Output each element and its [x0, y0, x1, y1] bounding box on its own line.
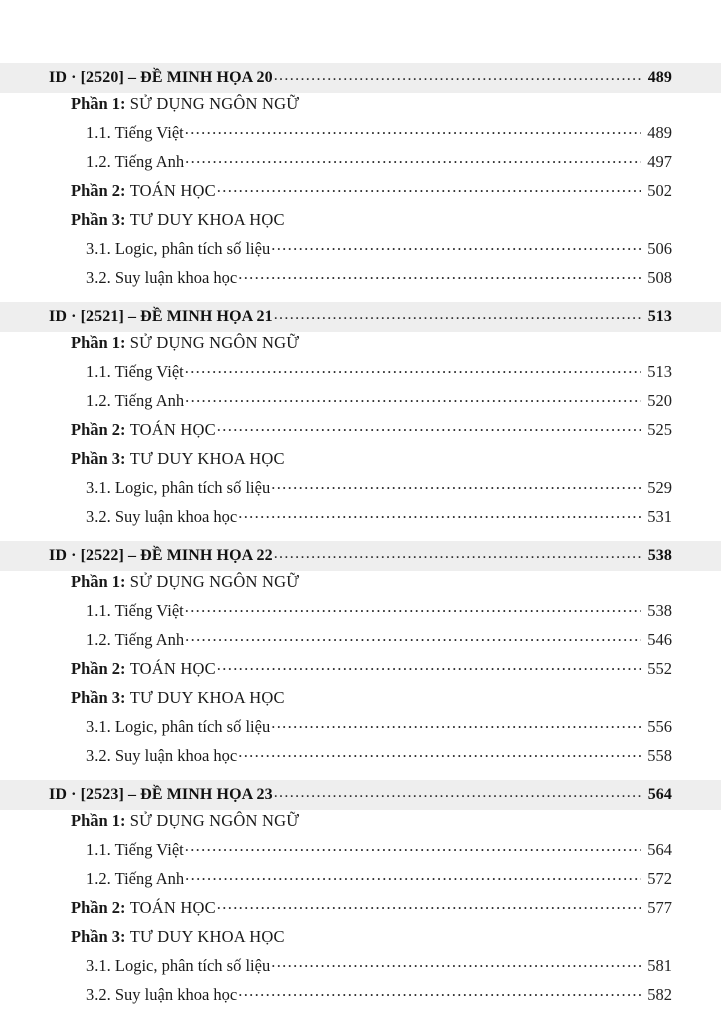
toc-page-number: 513 — [647, 308, 672, 325]
toc-part-number: Phần 2: — [71, 181, 126, 200]
toc-part-number: Phần 1: — [71, 333, 126, 352]
leader-dots — [286, 209, 641, 225]
toc-subsection-title: 1.2. Tiếng Anh — [86, 869, 185, 888]
toc-page-number: 556 — [647, 717, 672, 736]
leader-dots — [238, 267, 641, 283]
toc-subsection-title: 1.2. Tiếng Anh — [86, 630, 185, 649]
leader-dots — [271, 716, 641, 732]
toc-part-number: Phần 3: — [71, 688, 126, 707]
toc-entry-label — [71, 900, 216, 917]
toc-group-list — [0, 63, 721, 1013]
toc-page-number: 497 — [647, 152, 672, 171]
leader-dots — [274, 787, 641, 803]
toc-page-number: 502 — [647, 181, 672, 200]
toc-page-number: 546 — [647, 630, 672, 649]
toc-subsection-title: 3.1. Logic, phân tích số liệu — [86, 239, 271, 258]
toc-page-number: 552 — [647, 659, 672, 678]
toc-entry-label — [71, 422, 216, 439]
toc-part-number: Phần 1: — [71, 572, 126, 591]
toc-page-number: 572 — [647, 869, 672, 888]
toc-entry-row[interactable] — [0, 180, 721, 209]
toc-subsection-title: 3.2. Suy luận khoa học — [86, 268, 238, 287]
toc-group — [0, 541, 721, 774]
toc-entry-row[interactable] — [0, 151, 721, 180]
toc-page-number: 538 — [647, 601, 672, 620]
toc-page-number: 538 — [647, 547, 672, 564]
leader-dots — [238, 984, 641, 1000]
leader-dots — [274, 70, 641, 86]
toc-entry-row[interactable] — [0, 209, 721, 238]
leader-dots — [286, 926, 641, 942]
toc-entry-row[interactable] — [0, 716, 721, 745]
leader-dots — [286, 448, 641, 464]
toc-subsection-title: 3.2. Suy luận khoa học — [86, 746, 238, 765]
toc-part-title: TƯ DUY KHOA HỌC — [129, 449, 285, 468]
toc-entry-label — [71, 451, 285, 468]
leader-dots — [274, 548, 641, 564]
toc-page-number: 531 — [647, 507, 672, 526]
toc-subsection-title: 3.1. Logic, phân tích số liệu — [86, 478, 271, 497]
toc-entry-label — [86, 842, 184, 859]
toc-page-number: 558 — [647, 746, 672, 765]
toc-entry-row[interactable] — [0, 332, 721, 361]
leader-dots — [271, 477, 641, 493]
toc-entry-row[interactable] — [0, 955, 721, 984]
leader-dots — [271, 955, 641, 971]
toc-group-header[interactable] — [0, 780, 721, 810]
toc-entry-label — [71, 661, 216, 678]
toc-part-number: Phần 1: — [71, 94, 126, 113]
toc-entry-row[interactable] — [0, 629, 721, 658]
toc-group-header-label: ID · [2521] – ĐỀ MINH HỌA 21 — [49, 308, 273, 325]
toc-entry-row[interactable] — [0, 839, 721, 868]
leader-dots — [271, 238, 641, 254]
toc-entry-row[interactable] — [0, 419, 721, 448]
toc-group-header-label: ID · [2523] – ĐỀ MINH HỌA 23 — [49, 786, 273, 803]
toc-part-title: SỬ DỤNG NGÔN NGỮ — [129, 94, 300, 113]
toc-page-number: 489 — [647, 69, 672, 86]
toc-page-number: 577 — [647, 898, 672, 917]
toc-group — [0, 302, 721, 535]
toc-part-number: Phần 3: — [71, 927, 126, 946]
toc-subsection-title: 3.2. Suy luận khoa học — [86, 985, 238, 1004]
toc-group-header[interactable] — [0, 541, 721, 571]
toc-subsection-title: 1.1. Tiếng Việt — [86, 840, 184, 859]
toc-page-number: 525 — [647, 420, 672, 439]
toc-entry-label — [71, 183, 216, 200]
leader-dots — [238, 745, 641, 761]
toc-entry-label — [71, 690, 285, 707]
toc-part-title: TOÁN HỌC — [129, 420, 216, 439]
toc-subsection-title: 1.2. Tiếng Anh — [86, 391, 185, 410]
toc-entry-row[interactable] — [0, 897, 721, 926]
toc-entry-row[interactable] — [0, 238, 721, 267]
leader-dots — [300, 93, 641, 109]
leader-dots — [185, 600, 641, 616]
toc-page-number: 564 — [647, 840, 672, 859]
toc-entry-label — [71, 212, 285, 229]
toc-entry-label — [86, 987, 237, 1004]
toc-subsection-title: 1.1. Tiếng Việt — [86, 362, 184, 381]
toc-entry-label — [86, 393, 184, 410]
toc-entry-row[interactable] — [0, 448, 721, 477]
toc-part-number: Phần 3: — [71, 449, 126, 468]
toc-subsection-title: 3.2. Suy luận khoa học — [86, 507, 238, 526]
toc-entry-label — [71, 96, 299, 113]
toc-part-title: TOÁN HỌC — [129, 898, 216, 917]
toc-entry-row[interactable] — [0, 926, 721, 955]
toc-entry-label — [71, 335, 299, 352]
leader-dots — [185, 629, 641, 645]
toc-entry-row[interactable] — [0, 122, 721, 151]
toc-entry-row[interactable] — [0, 477, 721, 506]
toc-entry-row[interactable] — [0, 687, 721, 716]
toc-entry-label — [86, 241, 270, 258]
toc-entry-row[interactable] — [0, 745, 721, 774]
toc-subsection-title: 3.1. Logic, phân tích số liệu — [86, 717, 271, 736]
toc-entry-label — [86, 364, 184, 381]
toc-entry-label — [86, 958, 270, 975]
toc-entry-label — [86, 480, 270, 497]
toc-page-number: 582 — [647, 985, 672, 1004]
toc-part-title: SỬ DỤNG NGÔN NGỮ — [129, 333, 300, 352]
leader-dots — [217, 180, 641, 196]
toc-page-number: 581 — [647, 956, 672, 975]
toc-part-title: TƯ DUY KHOA HỌC — [129, 688, 285, 707]
leader-dots — [185, 361, 641, 377]
toc-entry-row[interactable] — [0, 984, 721, 1013]
toc-group-header[interactable] — [0, 63, 721, 93]
toc-entry-label — [86, 748, 237, 765]
toc-entry-label — [86, 719, 270, 736]
toc-group — [0, 780, 721, 1013]
toc-page-number: 529 — [647, 478, 672, 497]
toc-entry-row[interactable] — [0, 506, 721, 535]
toc-part-number: Phần 2: — [71, 659, 126, 678]
toc-entry-label — [86, 871, 184, 888]
toc-part-title: TƯ DUY KHOA HỌC — [129, 210, 285, 229]
toc-entry-label — [86, 603, 184, 620]
toc-entry-row[interactable] — [0, 267, 721, 296]
toc-group — [0, 63, 721, 296]
toc-subsection-title: 1.1. Tiếng Việt — [86, 601, 184, 620]
leader-dots — [185, 839, 641, 855]
toc-page-number: 508 — [647, 268, 672, 287]
leader-dots — [217, 419, 641, 435]
toc-page-number: 489 — [647, 123, 672, 142]
toc-page-number: 513 — [647, 362, 672, 381]
toc-part-number: Phần 1: — [71, 811, 126, 830]
leader-dots — [274, 309, 641, 325]
leader-dots — [300, 810, 641, 826]
toc-part-number: Phần 3: — [71, 210, 126, 229]
toc-group-header-label: ID · [2522] – ĐỀ MINH HỌA 22 — [49, 547, 273, 564]
toc-entry-row[interactable] — [0, 390, 721, 419]
toc-entry-row[interactable] — [0, 571, 721, 600]
toc-entry-row[interactable] — [0, 868, 721, 897]
toc-subsection-title: 3.1. Logic, phân tích số liệu — [86, 956, 271, 975]
toc-page-number: 564 — [647, 786, 672, 803]
leader-dots — [185, 122, 641, 138]
toc-entry-label — [71, 574, 299, 591]
toc-entry-row[interactable] — [0, 600, 721, 629]
toc-part-title: SỬ DỤNG NGÔN NGỮ — [129, 811, 300, 830]
toc-entry-row[interactable] — [0, 361, 721, 390]
toc-subsection-title: 1.2. Tiếng Anh — [86, 152, 185, 171]
toc-entry-label — [86, 509, 237, 526]
leader-dots — [217, 897, 641, 913]
toc-page-number: 506 — [647, 239, 672, 258]
toc-entry-row[interactable] — [0, 93, 721, 122]
leader-dots — [185, 868, 641, 884]
toc-entry-row[interactable] — [0, 658, 721, 687]
toc-entry-label — [71, 929, 285, 946]
toc-entry-label — [71, 813, 299, 830]
toc-page-number: 520 — [647, 391, 672, 410]
toc-part-title: TOÁN HỌC — [129, 659, 216, 678]
toc-group-header[interactable] — [0, 302, 721, 332]
leader-dots — [286, 687, 641, 703]
toc-entry-label — [86, 125, 184, 142]
toc-part-title: SỬ DỤNG NGÔN NGỮ — [129, 572, 300, 591]
toc-part-title: TƯ DUY KHOA HỌC — [129, 927, 285, 946]
toc-subsection-title: 1.1. Tiếng Việt — [86, 123, 184, 142]
toc-entry-label — [86, 632, 184, 649]
toc-part-title: TOÁN HỌC — [129, 181, 216, 200]
leader-dots — [217, 658, 641, 674]
leader-dots — [238, 506, 641, 522]
toc-group-header-label: ID · [2520] – ĐỀ MINH HỌA 20 — [49, 69, 273, 86]
leader-dots — [300, 571, 641, 587]
toc-entry-row[interactable] — [0, 810, 721, 839]
leader-dots — [185, 151, 641, 167]
leader-dots — [300, 332, 641, 348]
toc-entry-label — [86, 154, 184, 171]
leader-dots — [185, 390, 641, 406]
toc-entry-label — [86, 270, 237, 287]
toc-part-number: Phần 2: — [71, 898, 126, 917]
toc-part-number: Phần 2: — [71, 420, 126, 439]
